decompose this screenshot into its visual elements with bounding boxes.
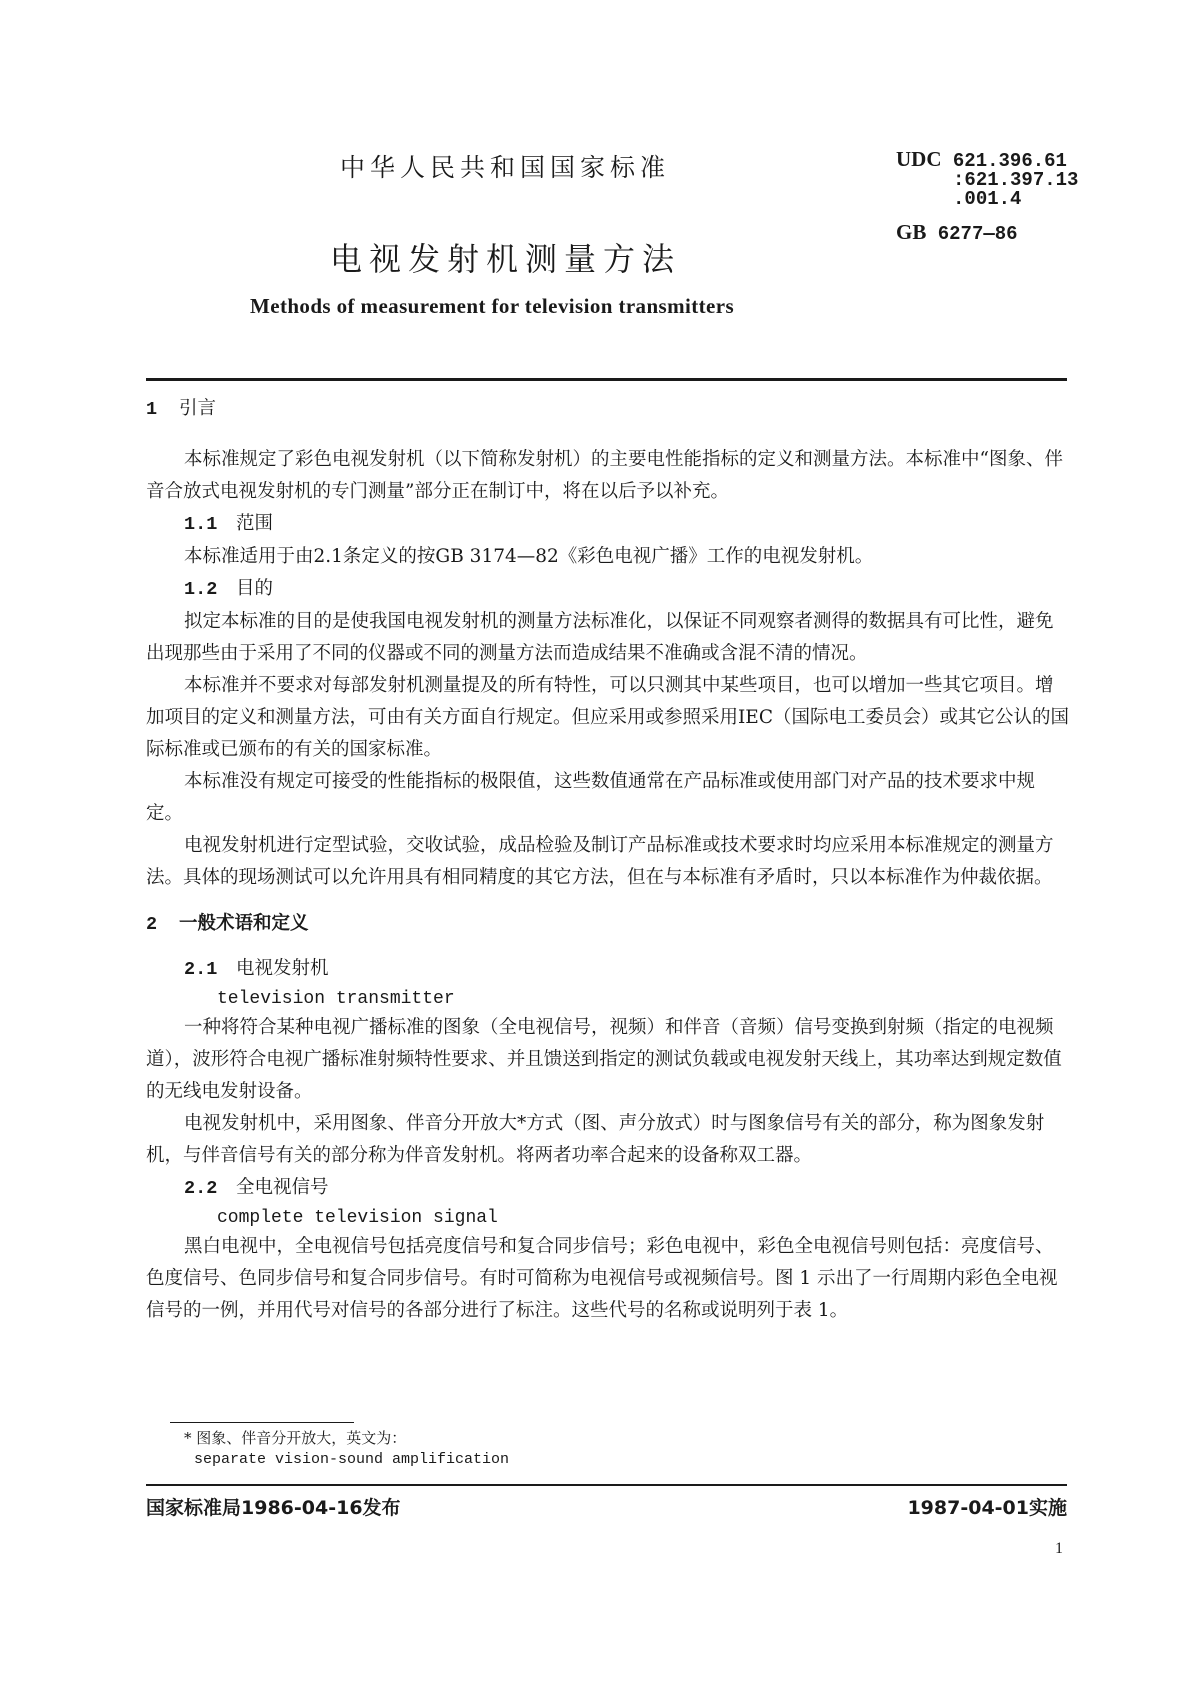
footnote-text-cn: 图象、伴音分开放大，英文为： (196, 1429, 407, 1447)
document-title-cn: 电视发射机测量方法 (330, 240, 682, 278)
udc-line-1: 621.396.61 (952, 150, 1067, 172)
document-title-en: Methods of measurement for television transmitters (250, 294, 735, 318)
footnote (184, 1427, 509, 1471)
paragraph: 拟定本标准的目的是使我国电视发射机的测量方法标准化，以保证不同观察者测得的数据具有可比性，避免出现那些由于采用了不同的仪器或不同的测量方法而造成结果不准确或含混不清的情况。 (146, 611, 1054, 664)
paragraph: 本标准适用于由2.1条定义的按GB 3174—82《彩色电视广播》工作的电视发射机。 (184, 546, 874, 567)
udc-label: UDC (896, 147, 942, 171)
paragraph: 电视发射机中，采用图象、伴音分开放大*方式（图、声分放式）时与图象信号有关的部分，称为图象发射机，与伴音信号有关的部分称为伴音发射机。将两者功率合起来的设备称双工器。 (146, 1113, 1045, 1166)
footnote-text-en: separate vision-sound amplification (194, 1451, 510, 1468)
section-heading-2: 2 一般术语和定义 (146, 913, 309, 935)
effective-date: 1987-04-01实施 (907, 1497, 1067, 1519)
footnote-divider (170, 1422, 354, 1423)
publisher-heading: 中华人民共和国国家标准 (340, 153, 671, 182)
term-english: complete television signal (217, 1208, 498, 1228)
gb-label: GB (896, 220, 927, 244)
paragraph: 本标准没有规定可接受的性能指标的极限值，这些数值通常在产品标准或使用部门对产品的技术要求中规定。 (146, 771, 1036, 824)
section-heading-1-2: 1.2 目的 (184, 578, 274, 600)
header-divider (146, 378, 1067, 381)
paragraph: 电视发射机进行定型试验，交收试验，成品检验及制订产品标准或技术要求时均应采用本标准规定的测量方法。具体的现场测试可以允许用具有相同精度的其它方法，但在与本标准有矛盾时，只以本标准作为仲裁依据。 (146, 835, 1054, 888)
page-number: 1 (1055, 1540, 1063, 1557)
paragraph: 本标准并不要求对每部发射机测量提及的所有特性，可以只测其中某些项目，也可以增加一些其它项目。增加项目的定义和测量方法，可由有关方面自行规定。但应采用或参照采用IEC（国际电工委员会）或其它公认的国际标准或已颁布的有关的国家标准。 (146, 675, 1069, 760)
paragraph: 本标准规定了彩色电视发射机（以下简称发射机）的主要电性能指标的定义和测量方法。本标准中“图象、伴音合放式电视发射机的专门测量”部分正在制订中，将在以后予以补充。 (146, 449, 1063, 502)
udc-line-2: :621.397.13 (953, 169, 1079, 191)
section-heading-1-1: 1.1 范围 (184, 513, 274, 535)
udc-classification (896, 147, 1079, 210)
footer-divider (146, 1484, 1067, 1486)
paragraph: 一种将符合某种电视广播标准的图象（全电视信号，视频）和伴音（音频）信号变换到射频（指定的电视频道），波形符合电视广播标准射频特性要求、并且馈送到指定的测试负载或电视发射天线上，其功率达到规定数值的无线电发射设备。 (146, 1017, 1062, 1102)
section-heading-1: 1 引言 (146, 398, 217, 420)
term-english: television transmitter (217, 989, 455, 1009)
section-heading-2-1: 2.1 电视发射机 (184, 958, 329, 980)
section-heading-2-2: 2.2 全电视信号 (184, 1177, 329, 1199)
document-body (146, 393, 1071, 1327)
issue-date: 国家标准局1986-04-16发布 (146, 1497, 401, 1519)
gb-number: 6277—86 (937, 223, 1018, 245)
gb-standard-number (896, 220, 1018, 245)
footnote-marker: * (184, 1429, 192, 1447)
udc-line-3: .001.4 (953, 188, 1022, 210)
paragraph: 黑白电视中，全电视信号包括亮度信号和复合同步信号；彩色电视中，彩色全电视信号则包括：亮度信号、色度信号、色同步信号和复合同步信号。有时可简称为电视信号或视频信号。图 1 示出了一行周期内彩色全电视信号的一例，并用代号对信号的各部分进行了标注。这些代号的名称或说明列于表 1。 (146, 1236, 1058, 1321)
